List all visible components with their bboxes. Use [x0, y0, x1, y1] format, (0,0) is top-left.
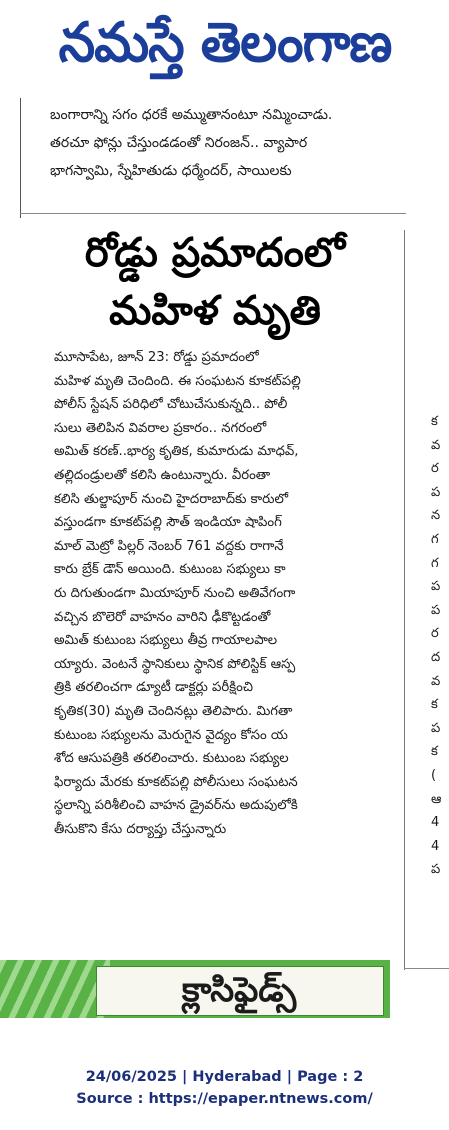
footer	[0, 1066, 449, 1110]
right-column-separator	[404, 968, 449, 969]
body-line: య్యారు. వెంటనే స్థానికులు స్థానిక పోలిస్టిక్‌ ఆస్ప	[54, 656, 296, 672]
source-link[interactable]: Source : https://epaper.ntnews.com/	[76, 1091, 373, 1107]
body-line: మాల్‌ మెట్రో పిల్లర్‌ నెంబర్‌ 761 వద్దకు రాగానే	[54, 538, 284, 554]
text-line: తరచూ ఫోన్లు చేస్తుండడంతో నిరంజన్‌.. వ్యాపార	[50, 135, 308, 151]
fragment-char: ప	[431, 720, 441, 736]
body-line: మహిళ మృతి చెందింది. ఈ సంఘటన కూకట్‌పల్లి	[54, 373, 301, 389]
body-line: అమిత్‌ కరణ్‌..భార్య కృతిక, కుమారుడు మాధవ్‌,	[54, 444, 299, 460]
fragment-char: న	[431, 508, 441, 524]
fragment-char: క	[431, 744, 438, 760]
article-separator	[20, 213, 406, 214]
fragment-char: గ	[431, 555, 439, 571]
body-line: అమిత్‌ కుటుంబ సభ్యులు తీవ్ర గాయాలపాల	[54, 633, 278, 649]
text-line: బంగారాన్ని సగం ధరకే అమ్ముతానంటూ నమ్మించాడు.	[50, 107, 333, 123]
headline-line: మహిళ మృతి	[109, 288, 321, 334]
body-line: పోలీస్‌ స్టేషన్‌ పరిధిలో చోటుచేసుకున్నది.. పోలీ	[54, 397, 288, 413]
article-body	[54, 346, 401, 841]
fragment-char: ర	[431, 626, 439, 642]
masthead	[0, 0, 449, 84]
fragment-char: ఆ	[431, 791, 442, 807]
newspaper-title: నమస్తే తెలంగాణ	[58, 11, 392, 75]
body-line: వస్తుండగా కూకట్‌పల్లి సౌత్‌ ఇండియా షాపింగ్‌	[54, 515, 282, 531]
body-line: స్థలాన్ని పరిశీలించి వాహన డ్రైవర్‌ను అదుపులోకి	[54, 798, 298, 814]
body-line: కలిసి తుల్జాపూర్‌ నుంచి హైదరాబాద్‌కు కారులో	[54, 491, 289, 507]
edition-info: 24/06/2025 | Hyderabad | Page : 2	[85, 1069, 364, 1085]
body-line: కుటుంబ సభ్యులను మెరుగైన వైద్యం కోసం య	[54, 727, 288, 743]
fragment-char: ప	[431, 862, 441, 878]
column-divider	[20, 98, 21, 218]
fragment-char: గ	[431, 531, 439, 547]
banner-stripes	[0, 960, 110, 1018]
fragment-char: వ	[431, 673, 441, 689]
fragment-char: ర	[431, 461, 439, 477]
body-line: రు దిగుతుండగా మియాపూర్‌ నుంచి అతివేగంగా	[54, 585, 296, 601]
body-line: మూసాపేట, జూన్‌ 23: రోడ్డు ప్రమాదంలో	[54, 350, 259, 365]
body-line: కృతిక(30) మృతి చెందినట్లు తెలిపారు. మిగతా	[54, 703, 293, 719]
body-line: త్రికి తరలించగా డ్యూటీ డాక్టర్లు పరీక్షించి	[54, 680, 253, 696]
classifieds-banner	[0, 960, 390, 1018]
fragment-char: ద	[431, 649, 441, 665]
body-line: శోద ఆసుపత్రికి తరలించారు. కుటుంబ సభ్యుల	[54, 751, 289, 767]
fragment-char: (	[431, 767, 437, 783]
body-line: ఫిర్యాదు మేరకు కూకట్‌పల్లి పోలీసులు సంఘటన	[54, 774, 298, 790]
fragment-char: క	[431, 697, 438, 713]
previous-article-text	[50, 101, 410, 185]
body-line: వచ్చిన బొలెరో వాహనం వారిని ఢీకొట్టడంతో	[54, 609, 271, 625]
text-line: భాగస్వామి, స్నేహితుడు ధర్మేందర్‌, సాయిలకు	[50, 163, 292, 179]
body-line: సులు తెలిపిన వివరాల ప్రకారం.. నగరంలో	[54, 420, 267, 436]
fragment-char: ప	[431, 602, 441, 618]
classifieds-label: క్లాసిఫైడ్స్	[181, 970, 297, 1010]
fragment-char: 4	[431, 815, 440, 831]
fragment-char: ప	[431, 484, 441, 500]
body-line: కారు బ్రేక్‌ డౌన్‌ అయింది. కుటుంబ సభ్యులు కా	[54, 562, 286, 578]
headline-line: రోడ్డు ప్రమాదంలో	[84, 230, 346, 276]
body-line: తీసుకొని కేసు దర్యాప్తు చేస్తున్నారు	[54, 821, 227, 837]
article-headline	[30, 224, 400, 340]
body-line: తల్లిదండ్రులతో కలిసి ఉంటున్నారు. వీరంతా	[54, 467, 271, 483]
fragment-char: ప	[431, 579, 441, 595]
fragment-char: 4	[431, 838, 440, 854]
right-column-fragments	[431, 410, 449, 882]
fragment-char: క	[431, 414, 438, 429]
fragment-char: వ	[431, 437, 441, 453]
column-divider-right	[404, 230, 405, 970]
